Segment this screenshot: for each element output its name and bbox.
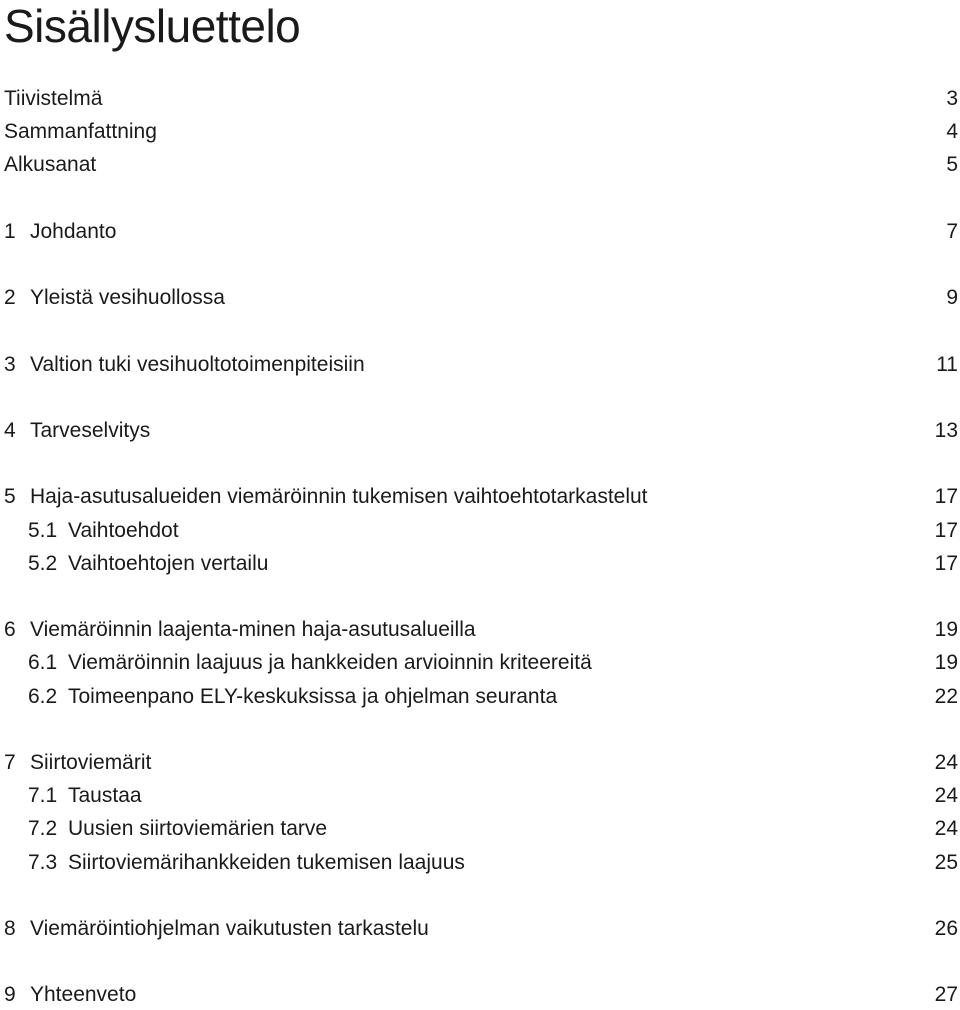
toc-entry-label: Tiivistelmä — [4, 87, 103, 110]
toc-subsection-number: 6.2 — [28, 684, 58, 708]
toc-chapter[interactable] — [4, 350, 958, 380]
toc-chapter-label: Tarveselvitys — [30, 419, 151, 442]
toc-subsection[interactable] — [4, 814, 958, 844]
toc-page-number: 19 — [934, 651, 958, 675]
toc-entry[interactable] — [4, 117, 958, 147]
toc-page-number: 22 — [934, 684, 958, 708]
toc-chapter-number: 6 — [4, 618, 16, 642]
toc-subsection-label: Toimeenpano ELY-keskuksissa ja ohjelman seuranta — [68, 684, 558, 708]
toc-subsection-number: 5.1 — [28, 518, 58, 542]
toc-entry[interactable] — [4, 150, 958, 180]
toc-page-number: 19 — [934, 618, 958, 642]
toc-chapter-label: Siirtoviemärit — [30, 751, 152, 774]
toc-page-number: 26 — [934, 917, 958, 940]
toc-page-number: 17 — [934, 518, 958, 542]
toc-subsection[interactable] — [4, 648, 958, 678]
toc-subsection-number: 7.2 — [28, 817, 58, 841]
toc-subsection-label: Taustaa — [68, 784, 142, 808]
toc-subsection-label: Viemäröinnin laajuus ja hankkeiden arvioinnin kriteereitä — [68, 651, 592, 675]
toc-chapter-label: Haja-asutusalueiden viemäröinnin tukemisen vaihtoehtotarkastelut — [30, 485, 648, 509]
toc-page-number: 5 — [946, 153, 958, 177]
toc-page-number: 9 — [946, 286, 958, 310]
toc-subsection-number: 6.1 — [28, 651, 58, 675]
toc-page-number: 24 — [934, 784, 958, 808]
toc-chapter-label: Viemäröintiohjelman vaikutusten tarkastelu — [30, 917, 429, 940]
toc-page-number: 27 — [934, 983, 958, 1007]
toc-chapter-number: 5 — [4, 485, 16, 509]
toc-page-number: 25 — [934, 850, 958, 874]
toc-chapter-number: 1 — [4, 219, 16, 243]
toc-subsection[interactable] — [4, 549, 958, 579]
toc-subsection-label: Siirtoviemärihankkeiden tukemisen laajuus — [68, 850, 465, 874]
toc-chapter-label: Valtion tuki vesihuoltotoimenpiteisiin — [30, 352, 365, 376]
toc-chapter-number: 3 — [4, 352, 16, 376]
toc-chapter[interactable] — [4, 914, 958, 944]
toc-subsection[interactable] — [4, 516, 958, 546]
toc-chapter-number: 8 — [4, 917, 16, 940]
toc-chapter-label: Yhteenveto — [30, 983, 137, 1007]
toc-page-number: 3 — [946, 87, 958, 110]
toc-subsection-number: 7.1 — [28, 784, 58, 808]
toc-subsection-number: 5.2 — [28, 551, 58, 575]
toc-subsection-label: Vaihtoehdot — [68, 518, 179, 542]
toc-chapter-label: Viemäröinnin laajenta-minen haja-asutusalueilla — [30, 618, 476, 642]
toc-entry-label: Alkusanat — [4, 153, 97, 177]
toc-page-number: 24 — [934, 817, 958, 841]
toc-chapter-number: 7 — [4, 751, 16, 774]
toc-entry-label: Sammanfattning — [4, 120, 157, 144]
toc-page-number: 17 — [934, 551, 958, 575]
toc-page-number: 4 — [946, 120, 958, 144]
toc-page-number: 24 — [934, 751, 958, 774]
toc-chapter[interactable] — [4, 283, 958, 313]
toc-chapter[interactable] — [4, 980, 958, 1010]
toc-subsection-number: 7.3 — [28, 850, 58, 874]
toc-subsection-label: Uusien siirtoviemärien tarve — [68, 817, 328, 841]
toc-page-number: 17 — [934, 485, 958, 509]
toc-subsection[interactable] — [4, 781, 958, 811]
toc-chapter-number: 4 — [4, 419, 16, 442]
toc-subsection[interactable] — [4, 848, 958, 878]
toc-entry[interactable] — [4, 84, 958, 114]
toc-page-number: 7 — [946, 219, 958, 243]
toc-chapter[interactable] — [4, 416, 958, 446]
toc-chapter-label: Johdanto — [30, 219, 117, 243]
toc-chapter-label: Yleistä vesihuollossa — [30, 286, 225, 310]
toc-page-number: 13 — [934, 419, 958, 442]
toc-subsection[interactable] — [4, 682, 958, 712]
toc-chapter-number: 2 — [4, 286, 16, 310]
toc-chapter[interactable] — [4, 217, 958, 247]
toc-chapter[interactable] — [4, 615, 958, 645]
page-title: Sisällysluettelo — [4, 0, 301, 52]
toc-subsection-label: Vaihtoehtojen vertailu — [68, 551, 269, 575]
toc-page-number: 11 — [936, 352, 958, 376]
toc-chapter[interactable] — [4, 748, 958, 778]
toc-chapter-number: 9 — [4, 983, 16, 1007]
toc-chapter[interactable] — [4, 482, 958, 512]
